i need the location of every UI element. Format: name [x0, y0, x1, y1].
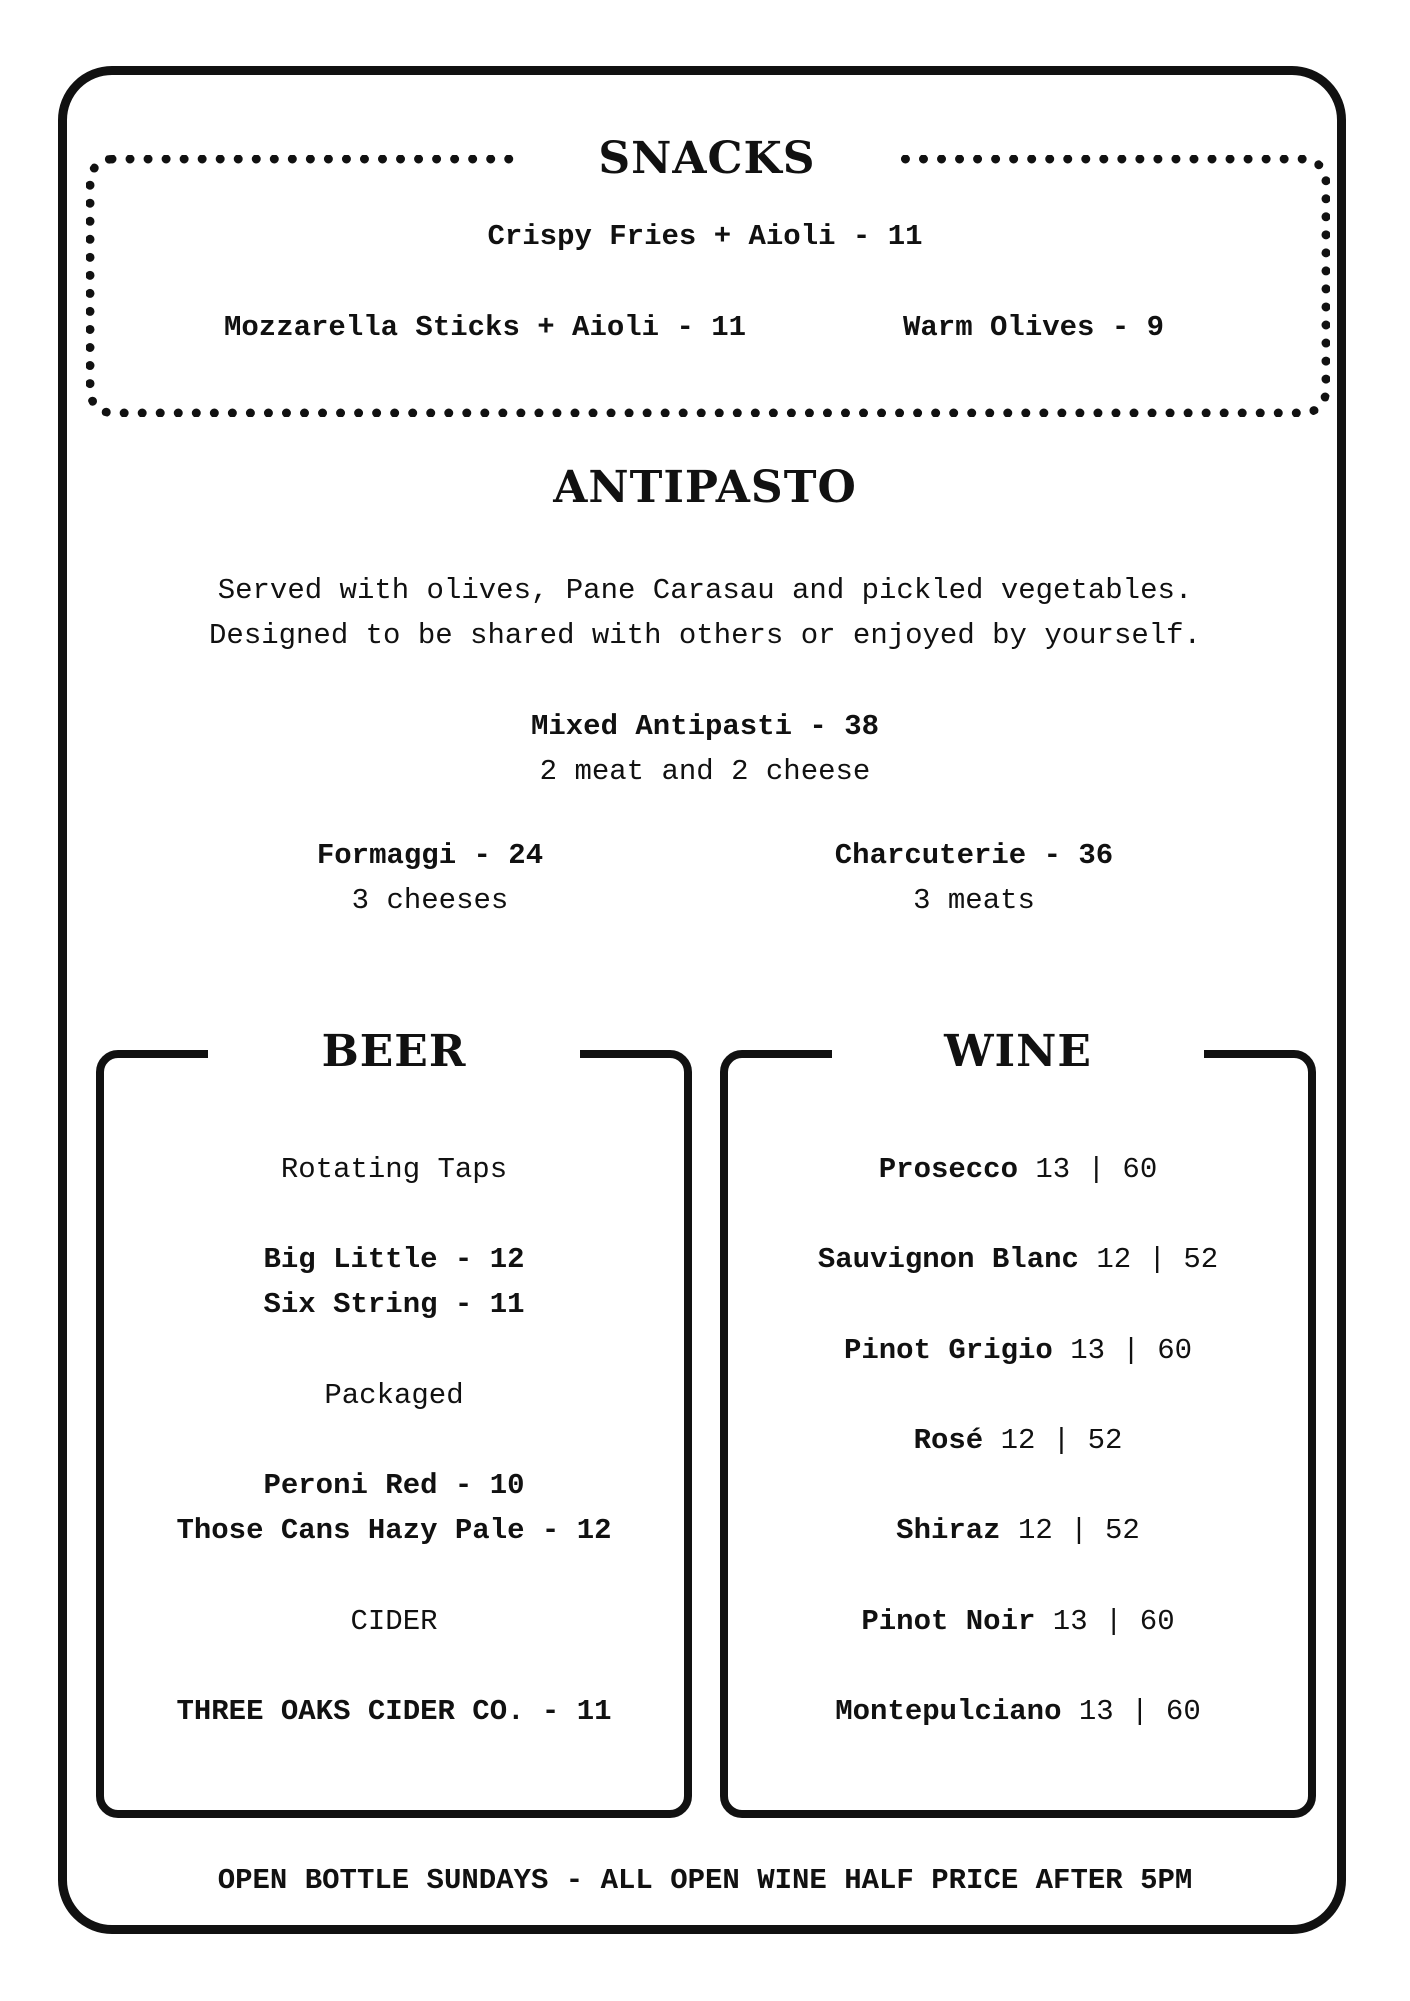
snacks-box — [86, 155, 1330, 417]
wine-price: 13 | 60 — [1052, 1605, 1175, 1638]
footer-promo: OPEN BOTTLE SUNDAYS - ALL OPEN WINE HALF PRICE AFTER 5PM — [217, 1864, 1193, 1897]
charcuterie-detail: 3 meats — [913, 884, 1035, 917]
snack-item: Warm Olives - 9 — [903, 311, 1165, 344]
wine-item — [720, 1155, 1316, 1184]
charcuterie-name: Charcuterie - 36 — [834, 839, 1114, 872]
snack-item: Crispy Fries + Aioli - 11 — [487, 220, 923, 253]
beer-item: Big Little - 12 — [263, 1243, 525, 1276]
formaggi-detail: 3 cheeses — [351, 884, 509, 917]
antipasto-description: Served with olives, Pane Carasau and pickled vegetables. — [217, 574, 1193, 607]
wine-price: 13 | 60 — [1070, 1334, 1193, 1367]
wine-item — [720, 1336, 1316, 1365]
wine-name: Montepulciano — [835, 1695, 1062, 1728]
beer-item: THREE OAKS CIDER CO. - 11 — [176, 1695, 612, 1728]
antipasto-title: ANTIPASTO — [553, 462, 857, 513]
beer-item: Six String - 11 — [263, 1288, 525, 1321]
wine-name: Prosecco — [878, 1153, 1018, 1186]
wine-item — [720, 1426, 1316, 1455]
beer-item: Peroni Red - 10 — [263, 1469, 525, 1502]
beer-cider-label: CIDER — [350, 1605, 438, 1638]
wine-item — [720, 1697, 1316, 1726]
wine-name: Sauvignon Blanc — [817, 1243, 1079, 1276]
wine-item — [720, 1516, 1316, 1545]
snack-item: Mozzarella Sticks + Aioli - 11 — [224, 311, 747, 344]
wine-name: Shiraz — [896, 1514, 1001, 1547]
beer-taps-label: Rotating Taps — [280, 1153, 508, 1186]
wine-price: 13 | 60 — [1035, 1153, 1158, 1186]
wine-name: Pinot Grigio — [843, 1334, 1053, 1367]
wine-price: 12 | 52 — [1018, 1514, 1140, 1547]
beer-item: Those Cans Hazy Pale - 12 — [176, 1514, 612, 1547]
formaggi-name: Formaggi - 24 — [316, 839, 544, 872]
wine-item — [720, 1607, 1316, 1636]
snacks-title: SNACKS — [598, 133, 816, 184]
antipasto-description: Designed to be shared with others or enjoyed by yourself. — [209, 619, 1201, 652]
wine-name: Pinot Noir — [861, 1605, 1036, 1638]
wine-name: Rosé — [913, 1424, 984, 1457]
wine-price: 13 | 60 — [1078, 1695, 1201, 1728]
wine-title: WINE — [944, 1026, 1092, 1077]
mixed-antipasti-name: Mixed Antipasti - 38 — [530, 710, 880, 743]
beer-packaged-label: Packaged — [324, 1379, 464, 1412]
wine-price: 12 | 52 — [1096, 1243, 1219, 1276]
wine-price: 12 | 52 — [1000, 1424, 1123, 1457]
mixed-antipasti-detail: 2 meat and 2 cheese — [539, 755, 871, 788]
beer-title: BEER — [321, 1026, 467, 1077]
wine-item — [720, 1245, 1316, 1274]
